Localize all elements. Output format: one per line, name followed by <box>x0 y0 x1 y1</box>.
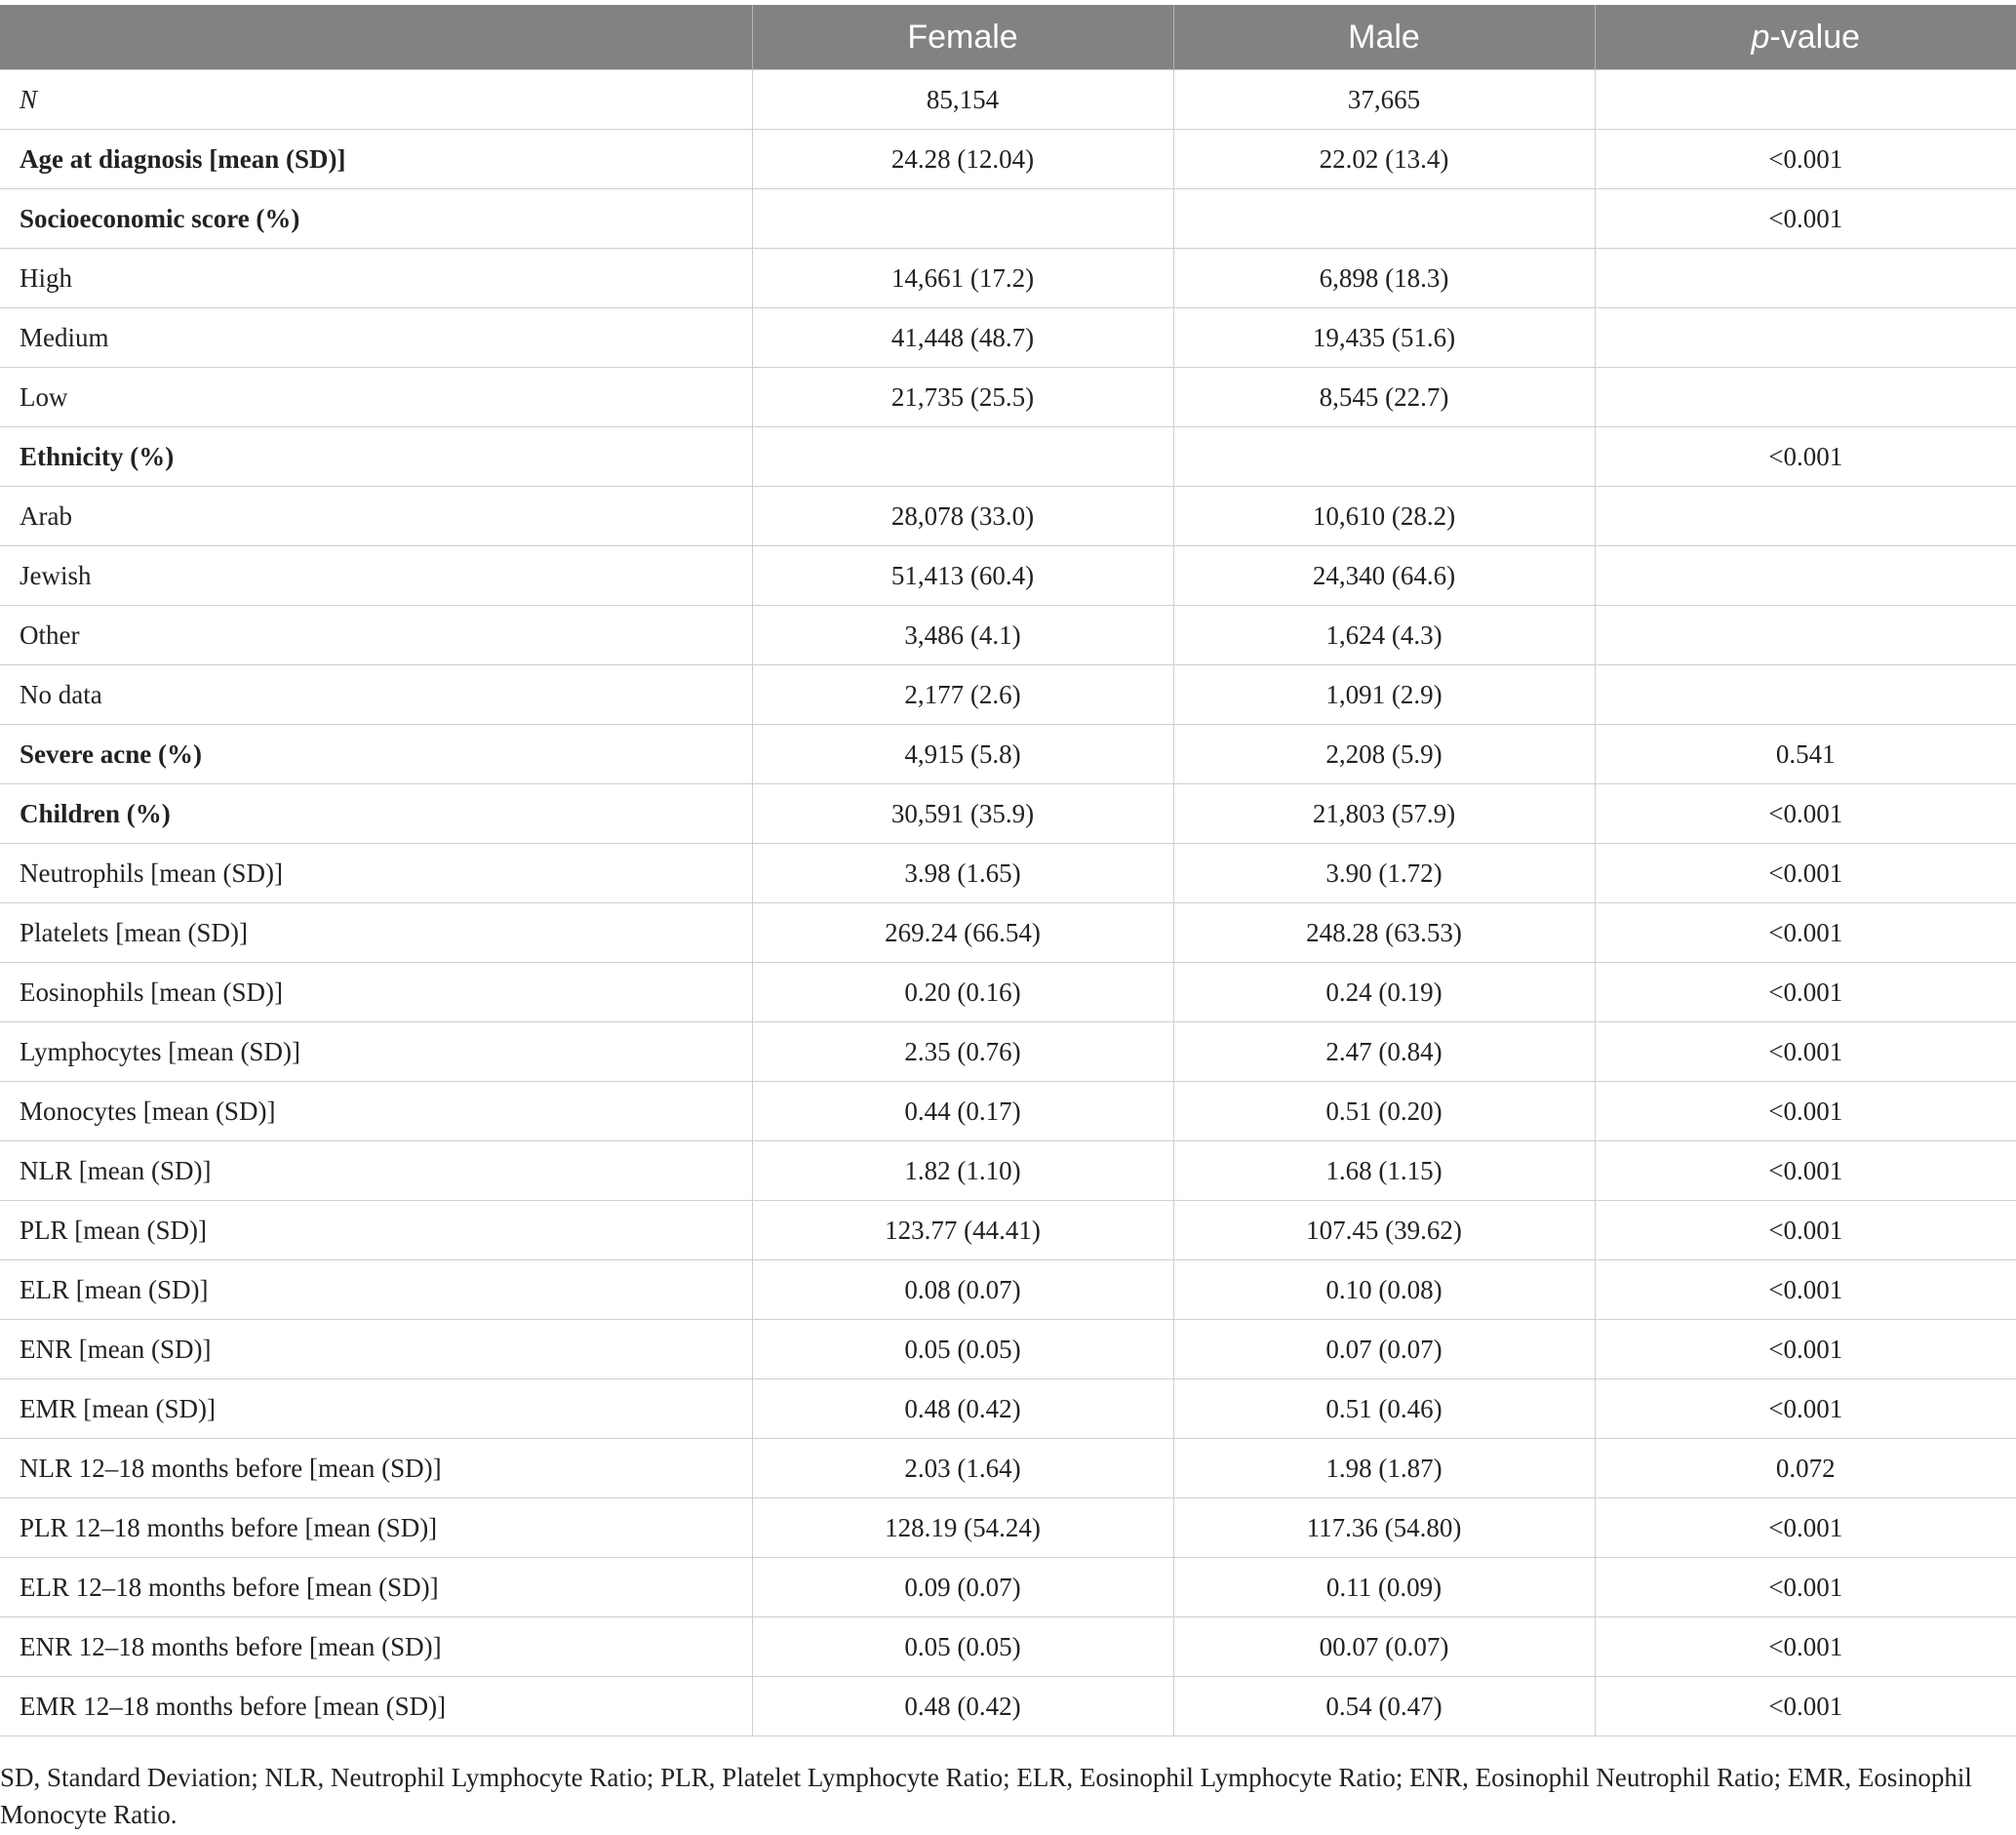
row-label: N <box>0 70 752 130</box>
header-p-value-italic: p <box>1751 18 1770 56</box>
cell-p-value: <0.001 <box>1595 1498 2016 1558</box>
cell-p-value: <0.001 <box>1595 1558 2016 1617</box>
cell-female <box>752 189 1173 249</box>
cell-female: 3,486 (4.1) <box>752 606 1173 665</box>
cell-male: 37,665 <box>1173 70 1595 130</box>
cell-female <box>752 427 1173 487</box>
row-label: Eosinophils [mean (SD)] <box>0 963 752 1022</box>
cell-female: 269.24 (66.54) <box>752 903 1173 963</box>
cell-female: 128.19 (54.24) <box>752 1498 1173 1558</box>
row-label: Ethnicity (%) <box>0 427 752 487</box>
cell-female: 30,591 (35.9) <box>752 784 1173 844</box>
cell-male: 0.07 (0.07) <box>1173 1320 1595 1379</box>
table-row <box>0 1498 2016 1558</box>
cell-male <box>1173 189 1595 249</box>
cell-male: 107.45 (39.62) <box>1173 1201 1595 1260</box>
data-table <box>0 5 2016 1736</box>
row-label: Lymphocytes [mean (SD)] <box>0 1022 752 1082</box>
table-row <box>0 130 2016 189</box>
cell-p-value: <0.001 <box>1595 963 2016 1022</box>
table-row <box>0 903 2016 963</box>
row-label: Socioeconomic score (%) <box>0 189 752 249</box>
cell-female: 0.05 (0.05) <box>752 1617 1173 1677</box>
cell-p-value <box>1595 308 2016 368</box>
cell-p-value: <0.001 <box>1595 903 2016 963</box>
cell-p-value: <0.001 <box>1595 1320 2016 1379</box>
cell-female: 24.28 (12.04) <box>752 130 1173 189</box>
row-label: Neutrophils [mean (SD)] <box>0 844 752 903</box>
cell-female: 85,154 <box>752 70 1173 130</box>
cell-male: 2.47 (0.84) <box>1173 1022 1595 1082</box>
cell-p-value <box>1595 487 2016 546</box>
cell-p-value: <0.001 <box>1595 1677 2016 1736</box>
cell-p-value: <0.001 <box>1595 784 2016 844</box>
cell-p-value <box>1595 546 2016 606</box>
cell-male: 8,545 (22.7) <box>1173 368 1595 427</box>
table-row <box>0 1320 2016 1379</box>
table-row <box>0 368 2016 427</box>
table-row <box>0 1022 2016 1082</box>
row-label: EMR 12–18 months before [mean (SD)] <box>0 1677 752 1736</box>
table-row <box>0 1082 2016 1141</box>
table-row <box>0 70 2016 130</box>
row-label: NLR 12–18 months before [mean (SD)] <box>0 1439 752 1498</box>
cell-female: 0.48 (0.42) <box>752 1677 1173 1736</box>
cell-p-value: 0.072 <box>1595 1439 2016 1498</box>
cell-female: 0.05 (0.05) <box>752 1320 1173 1379</box>
cell-p-value: <0.001 <box>1595 1082 2016 1141</box>
table-footnote: SD, Standard Deviation; NLR, Neutrophil Lymphocyte Ratio; PLR, Platelet Lymphocyte Ratio; ELR, Eosinophil Lymphocyte Ratio; ENR, Eosinophil Neutrophil Ratio; EMR, Eosinophil Monocyte Ratio. <box>0 1763 1972 1829</box>
header-p-value-rest: -value <box>1769 18 1861 56</box>
cell-male: 24,340 (64.6) <box>1173 546 1595 606</box>
cell-female: 21,735 (25.5) <box>752 368 1173 427</box>
row-label: Low <box>0 368 752 427</box>
row-label: Age at diagnosis [mean (SD)] <box>0 130 752 189</box>
cell-male: 1,624 (4.3) <box>1173 606 1595 665</box>
cell-female: 3.98 (1.65) <box>752 844 1173 903</box>
table-header-row <box>0 5 2016 70</box>
table-row <box>0 546 2016 606</box>
row-label: NLR [mean (SD)] <box>0 1141 752 1201</box>
cell-male: 0.51 (0.20) <box>1173 1082 1595 1141</box>
cell-male: 2,208 (5.9) <box>1173 725 1595 784</box>
header-male: Male <box>1173 5 1595 70</box>
cell-p-value: <0.001 <box>1595 1260 2016 1320</box>
cell-p-value: <0.001 <box>1595 1617 2016 1677</box>
cell-female: 0.44 (0.17) <box>752 1082 1173 1141</box>
cell-p-value: <0.001 <box>1595 1379 2016 1439</box>
cell-p-value: <0.001 <box>1595 427 2016 487</box>
cell-male: 10,610 (28.2) <box>1173 487 1595 546</box>
cell-female: 2.03 (1.64) <box>752 1439 1173 1498</box>
table-row <box>0 784 2016 844</box>
cell-p-value: <0.001 <box>1595 189 2016 249</box>
cell-female: 2.35 (0.76) <box>752 1022 1173 1082</box>
header-label-column <box>0 5 752 70</box>
cell-male: 19,435 (51.6) <box>1173 308 1595 368</box>
table-row <box>0 1439 2016 1498</box>
table-row <box>0 189 2016 249</box>
table-row <box>0 249 2016 308</box>
cell-female: 123.77 (44.41) <box>752 1201 1173 1260</box>
row-label: PLR 12–18 months before [mean (SD)] <box>0 1498 752 1558</box>
cell-male: 0.24 (0.19) <box>1173 963 1595 1022</box>
row-label: Severe acne (%) <box>0 725 752 784</box>
cell-male: 22.02 (13.4) <box>1173 130 1595 189</box>
table-row <box>0 427 2016 487</box>
cell-p-value: <0.001 <box>1595 130 2016 189</box>
row-label: Arab <box>0 487 752 546</box>
cell-p-value <box>1595 70 2016 130</box>
cell-male: 0.51 (0.46) <box>1173 1379 1595 1439</box>
row-label: ENR [mean (SD)] <box>0 1320 752 1379</box>
cell-male: 00.07 (0.07) <box>1173 1617 1595 1677</box>
cell-male: 1.68 (1.15) <box>1173 1141 1595 1201</box>
cell-p-value <box>1595 368 2016 427</box>
cell-male <box>1173 427 1595 487</box>
table-row <box>0 1617 2016 1677</box>
row-label: ELR 12–18 months before [mean (SD)] <box>0 1558 752 1617</box>
table-row <box>0 963 2016 1022</box>
table-row <box>0 1201 2016 1260</box>
cell-female: 28,078 (33.0) <box>752 487 1173 546</box>
cell-male: 0.10 (0.08) <box>1173 1260 1595 1320</box>
cell-female: 4,915 (5.8) <box>752 725 1173 784</box>
cell-male: 3.90 (1.72) <box>1173 844 1595 903</box>
cell-p-value: <0.001 <box>1595 1022 2016 1082</box>
cell-p-value: <0.001 <box>1595 844 2016 903</box>
cell-male: 6,898 (18.3) <box>1173 249 1595 308</box>
row-label: EMR [mean (SD)] <box>0 1379 752 1439</box>
cell-female: 51,413 (60.4) <box>752 546 1173 606</box>
cell-male: 117.36 (54.80) <box>1173 1498 1595 1558</box>
row-label: Medium <box>0 308 752 368</box>
table-row <box>0 725 2016 784</box>
table-row <box>0 1379 2016 1439</box>
table-row <box>0 844 2016 903</box>
header-p-value <box>1595 5 2016 70</box>
row-label: ELR [mean (SD)] <box>0 1260 752 1320</box>
cell-male: 1.98 (1.87) <box>1173 1439 1595 1498</box>
cell-p-value: <0.001 <box>1595 1141 2016 1201</box>
table-row <box>0 308 2016 368</box>
table-row <box>0 665 2016 725</box>
row-label: Children (%) <box>0 784 752 844</box>
row-label: ENR 12–18 months before [mean (SD)] <box>0 1617 752 1677</box>
row-label: Other <box>0 606 752 665</box>
cell-female: 0.08 (0.07) <box>752 1260 1173 1320</box>
table-row <box>0 1141 2016 1201</box>
table-row <box>0 487 2016 546</box>
cell-female: 0.20 (0.16) <box>752 963 1173 1022</box>
row-label: Platelets [mean (SD)] <box>0 903 752 963</box>
row-label: No data <box>0 665 752 725</box>
cell-p-value: <0.001 <box>1595 1201 2016 1260</box>
cell-p-value <box>1595 249 2016 308</box>
cell-male: 21,803 (57.9) <box>1173 784 1595 844</box>
cell-female: 1.82 (1.10) <box>752 1141 1173 1201</box>
cell-female: 0.48 (0.42) <box>752 1379 1173 1439</box>
cell-female: 41,448 (48.7) <box>752 308 1173 368</box>
row-label: Monocytes [mean (SD)] <box>0 1082 752 1141</box>
cell-p-value <box>1595 665 2016 725</box>
cell-male: 1,091 (2.9) <box>1173 665 1595 725</box>
table-row <box>0 606 2016 665</box>
cell-p-value <box>1595 606 2016 665</box>
row-label: High <box>0 249 752 308</box>
header-female: Female <box>752 5 1173 70</box>
cell-male: 0.54 (0.47) <box>1173 1677 1595 1736</box>
table-row <box>0 1260 2016 1320</box>
table-row <box>0 1677 2016 1736</box>
cell-female: 0.09 (0.07) <box>752 1558 1173 1617</box>
cell-female: 2,177 (2.6) <box>752 665 1173 725</box>
cell-p-value: 0.541 <box>1595 725 2016 784</box>
cell-female: 14,661 (17.2) <box>752 249 1173 308</box>
cell-male: 248.28 (63.53) <box>1173 903 1595 963</box>
cell-male: 0.11 (0.09) <box>1173 1558 1595 1617</box>
table-body <box>0 70 2016 1736</box>
row-label: PLR [mean (SD)] <box>0 1201 752 1260</box>
table-row <box>0 1558 2016 1617</box>
row-label: Jewish <box>0 546 752 606</box>
